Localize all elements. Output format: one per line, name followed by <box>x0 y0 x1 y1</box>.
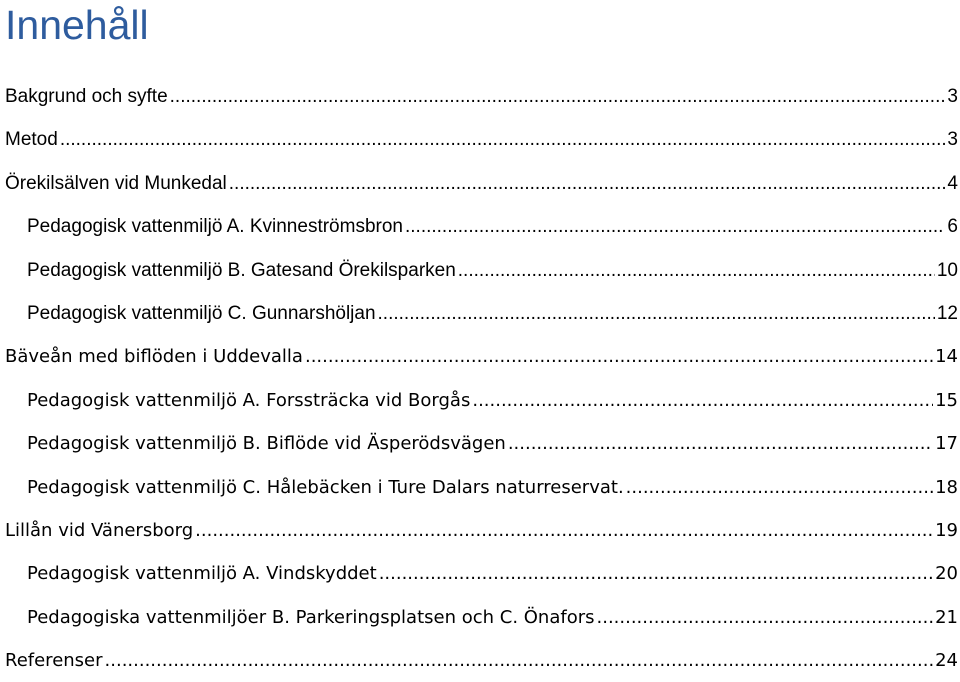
toc-entry-text: Pedagogisk vattenmiljö A. Forssträcka vid Borgås <box>27 389 471 411</box>
toc-dot-leader <box>105 639 934 682</box>
toc-entry[interactable] <box>0 162 960 205</box>
toc-entry[interactable] <box>0 379 960 422</box>
toc-entry-text: Bäveån med biflöden i Uddevalla <box>5 346 303 368</box>
toc-entry[interactable] <box>0 422 960 465</box>
toc-entry-text: Pedagogisk vattenmiljö C. Gunnarshöljan <box>27 302 376 324</box>
toc-entry[interactable] <box>0 292 960 335</box>
toc-dot-leader <box>405 205 945 248</box>
toc-page-number: 12 <box>936 302 958 324</box>
toc-entry[interactable] <box>0 596 960 639</box>
toc-entry[interactable] <box>0 249 960 292</box>
toc-entry[interactable] <box>0 552 960 595</box>
table-of-contents <box>0 75 960 682</box>
toc-entry-text: Pedagogisk vattenmiljö A. Vindskyddet <box>27 563 377 585</box>
toc-page-number: 3 <box>947 129 958 151</box>
toc-page-number: 4 <box>947 172 958 194</box>
toc-page-number: 15 <box>935 389 958 411</box>
toc-entry[interactable] <box>0 509 960 552</box>
toc-entry-text: Pedagogisk vattenmiljö B. Gatesand Örekilsparken <box>27 259 456 281</box>
toc-page-number: 18 <box>935 476 958 498</box>
toc-entry-text: Pedagogisk vattenmiljö C. Hålebäcken i Ture Dalars naturreservat. <box>27 476 624 498</box>
toc-entry-text: Pedagogisk vattenmiljö B. Biflöde vid Äsperödsvägen <box>27 433 506 455</box>
toc-page-number: 20 <box>935 563 958 585</box>
toc-entry-text: Lillån vid Vänersborg <box>5 519 194 541</box>
toc-entry-text: Bakgrund och syfte <box>5 86 168 107</box>
toc-page-number: 19 <box>935 519 958 541</box>
toc-dot-leader <box>508 422 933 465</box>
toc-entry[interactable] <box>0 118 960 161</box>
toc-page-number: 3 <box>947 86 958 107</box>
toc-dot-leader <box>379 552 933 595</box>
toc-title: Innehåll <box>5 2 149 48</box>
toc-entry-text: Pedagogiska vattenmiljöer B. Parkeringsplatsen och C. Önafors <box>27 606 595 628</box>
toc-entry-text: Referenser <box>5 650 103 672</box>
toc-page-number: 6 <box>947 216 958 238</box>
toc-dot-leader <box>305 335 933 378</box>
toc-entry[interactable] <box>0 639 960 682</box>
toc-dot-leader <box>458 249 935 292</box>
toc-dot-leader <box>195 509 933 552</box>
toc-page-number: 10 <box>936 259 958 281</box>
toc-entry[interactable] <box>0 75 960 118</box>
toc-page-number: 24 <box>935 650 958 672</box>
toc-entry[interactable] <box>0 335 960 378</box>
toc-page-number: 17 <box>935 433 958 455</box>
toc-entry[interactable] <box>0 466 960 509</box>
toc-entry-text: Pedagogisk vattenmiljö A. Kvinneströmsbron <box>27 216 403 238</box>
toc-dot-leader <box>60 118 946 161</box>
toc-dot-leader <box>472 379 933 422</box>
toc-dot-leader <box>170 75 946 118</box>
toc-dot-leader <box>626 466 933 509</box>
toc-dot-leader <box>378 292 935 335</box>
toc-dot-leader <box>229 162 946 205</box>
toc-page-number: 21 <box>935 606 958 628</box>
toc-entry-text: Metod <box>5 129 58 151</box>
toc-dot-leader <box>597 596 934 639</box>
toc-page-number: 14 <box>935 346 958 368</box>
toc-entry-text: Örekilsälven vid Munkedal <box>5 172 227 194</box>
toc-entry[interactable] <box>0 205 960 248</box>
